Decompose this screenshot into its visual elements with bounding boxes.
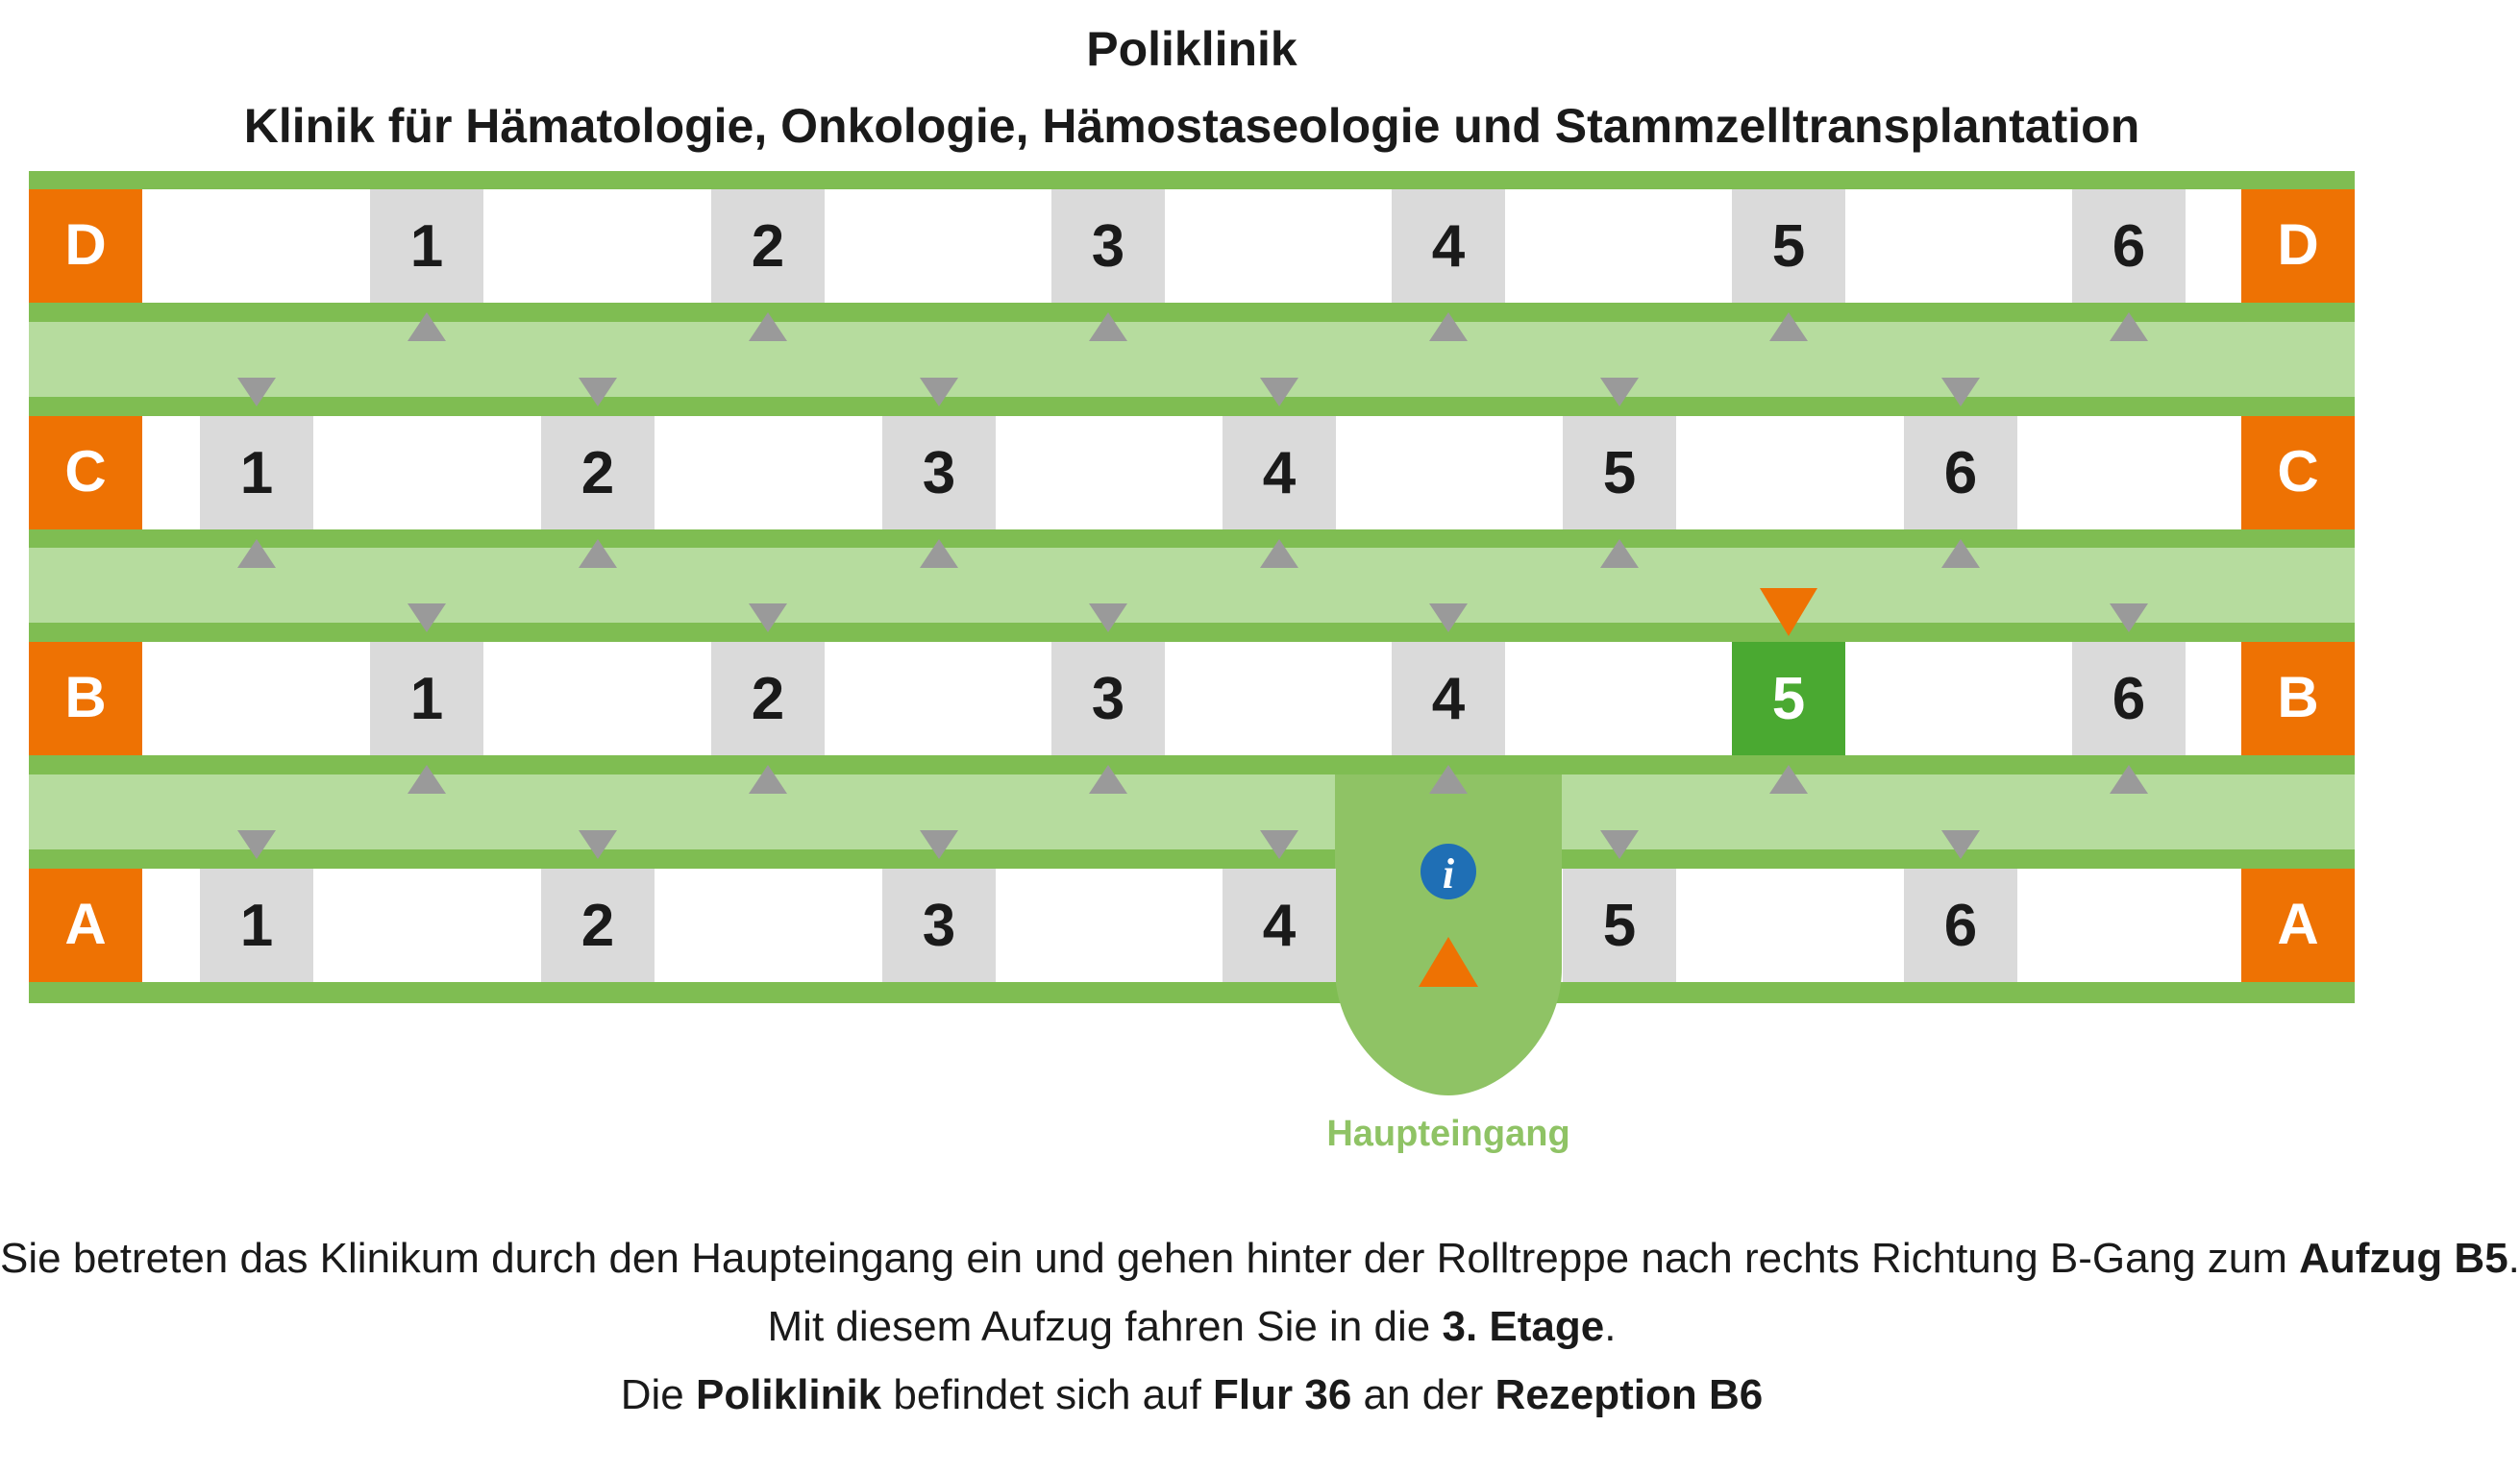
room-a1-label: 1 [239, 893, 274, 959]
room-b1-label: 1 [409, 666, 444, 732]
room-d5-label: 5 [1771, 213, 1806, 280]
room-c1-label: 1 [239, 440, 274, 506]
corridor-label-d-left: D [64, 212, 107, 277]
corridor-label-a-left: A [64, 892, 107, 956]
page-subtitle: Klinik für Hämatologie, Onkologie, Hämostaseologie und Stammzelltransplantation [243, 99, 2140, 153]
corridor-dc-connector [29, 322, 2355, 397]
room-b4-label: 4 [1431, 666, 1466, 732]
room-b2-label: 2 [751, 666, 785, 732]
page-title: Poliklinik [1086, 22, 1297, 76]
corridor-cb-connector [29, 548, 2355, 623]
corridor-label-b-left: B [64, 665, 107, 729]
room-c5-label: 5 [1602, 440, 1637, 506]
room-b6-label: 6 [2112, 666, 2146, 732]
room-c2-label: 2 [581, 440, 615, 506]
room-a3-label: 3 [922, 893, 956, 959]
room-c4-label: 4 [1262, 440, 1297, 506]
room-b3-label: 3 [1091, 666, 1125, 732]
room-d6-label: 6 [2112, 213, 2146, 280]
info-icon[interactable] [1421, 844, 1476, 899]
room-a5-label: 5 [1602, 893, 1637, 959]
instruction-line-1: Sie betreten das Klinikum durch den Haupteingang ein und gehen hinter der Rolltreppe nach rechts Richtung B-Gang zum Aufzug B5. [0, 1235, 2520, 1282]
corridor-label-c-right: C [2277, 439, 2319, 504]
room-d2-label: 2 [751, 213, 785, 280]
room-c6-label: 6 [1943, 440, 1978, 506]
room-a4-label: 4 [1262, 893, 1297, 959]
corridor-ba-connector [29, 774, 2355, 849]
corridor-label-c-left: C [64, 439, 107, 504]
entrance-area [1335, 774, 1562, 1095]
room-a2-label: 2 [581, 893, 615, 959]
room-d4-label: 4 [1431, 213, 1466, 280]
room-c3-label: 3 [922, 440, 956, 506]
svg-text:i: i [1442, 850, 1455, 897]
room-d1-label: 1 [409, 213, 444, 280]
corridor-label-b-right: B [2277, 665, 2319, 729]
instruction-line-3: Die Poliklinik befindet sich auf Flur 36 an der Rezeption B6 [620, 1371, 1764, 1418]
room-d3-label: 3 [1091, 213, 1125, 280]
corridor-label-a-right: A [2277, 892, 2319, 956]
room-a6-label: 6 [1943, 893, 1978, 959]
instruction-line-2: Mit diesem Aufzug fahren Sie in die 3. Etage. [767, 1303, 1617, 1350]
entrance-label: Haupteingang [1326, 1114, 1570, 1154]
corridor-label-d-right: D [2277, 212, 2319, 277]
room-b5-label: 5 [1771, 666, 1806, 732]
